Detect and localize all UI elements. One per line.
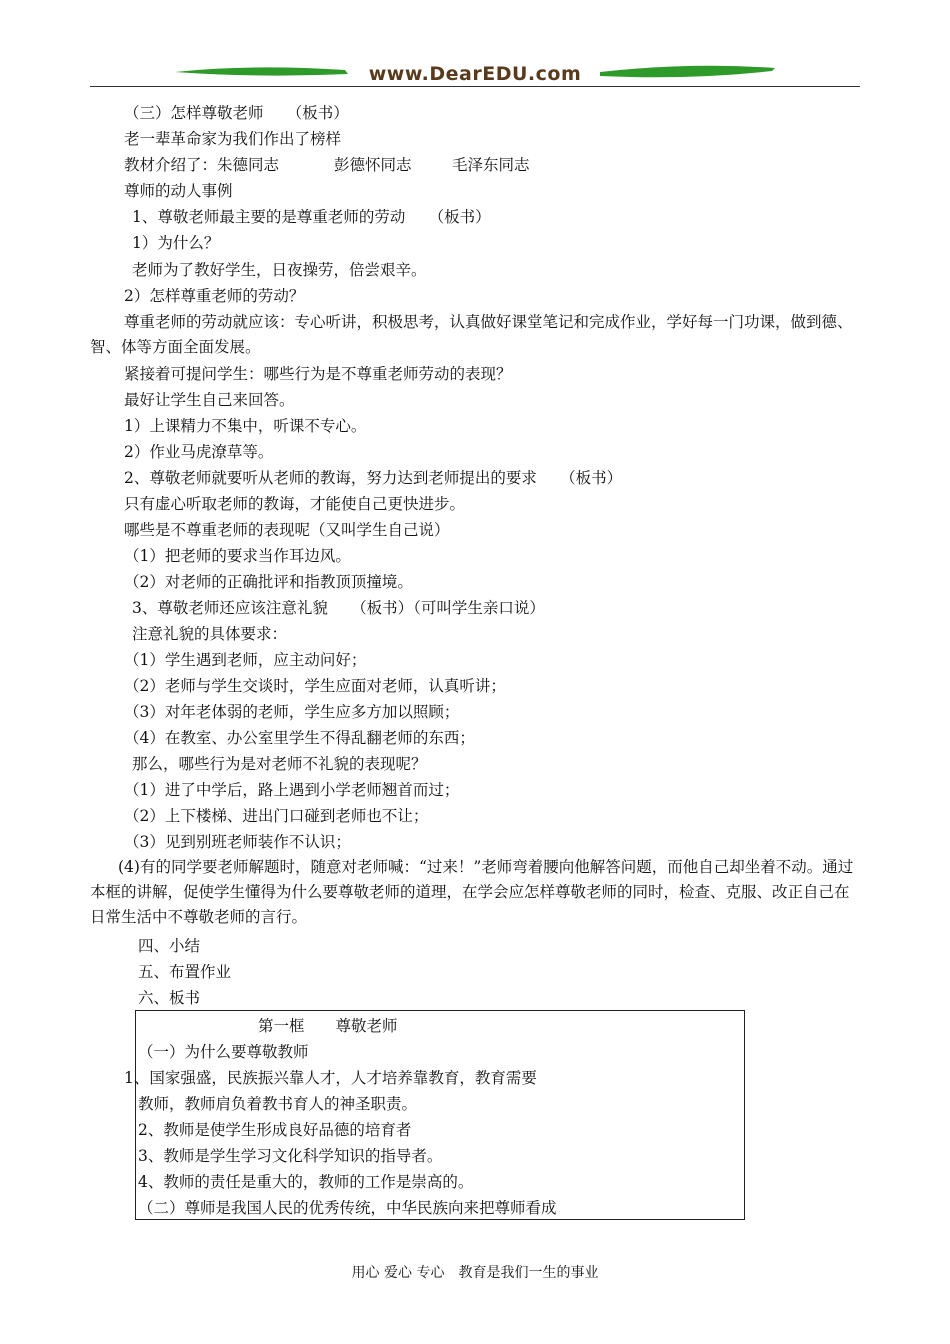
- text-line: （1）把老师的要求当作耳边风。: [124, 547, 351, 565]
- text-line: （3）见到别班老师装作不认识；: [124, 833, 351, 851]
- text-line: 最好让学生自己来回答。: [124, 391, 295, 409]
- board-line: 1、国家强盛，民族振兴靠人才，人才培养靠教育，教育需要: [124, 1069, 537, 1087]
- section-heading: 四、小结: [138, 937, 201, 955]
- text-line: 1、尊敬老师最主要的是尊重老师的劳动 （板书）: [132, 208, 491, 226]
- text-line: （4）在教室、办公室里学生不得乱翻老师的东西；: [124, 729, 475, 747]
- board-line: （一）为什么要尊敬教师: [138, 1043, 309, 1061]
- board-line: 教师，教师肩负着教书育人的神圣职责。: [138, 1095, 418, 1113]
- text-line: （1）学生遇到老师，应主动问好；: [124, 651, 367, 669]
- text-line: 老师为了教好学生，日夜操劳，倍尝艰辛。: [132, 261, 427, 279]
- text-line: 那么，哪些行为是对老师不礼貌的表现呢？: [132, 755, 427, 773]
- board-line: 2、教师是使学生形成良好品德的培育者: [138, 1121, 412, 1139]
- text-line: 注意礼貌的具体要求：: [132, 625, 288, 643]
- text-line: （3）对年老体弱的老师，学生应多方加以照顾；: [124, 703, 460, 721]
- page-footer: 用心 爱心 专心 教育是我们一生的事业: [351, 1265, 599, 1281]
- text-line: （2）老师与学生交谈时，学生应面对老师，认真听讲；: [124, 677, 506, 695]
- text-line: 1）上课精力不集中，听课不专心。: [124, 417, 367, 435]
- text-line: 尊师的动人事例: [124, 182, 233, 200]
- text-line: 教材介绍了：朱德同志: [124, 156, 280, 174]
- text-line: （2）上下楼梯、进出门口碰到老师也不让；: [124, 807, 429, 825]
- board-line: 3、教师是学生学习文化科学知识的指导者。: [138, 1147, 443, 1165]
- text-line: 2）作业马虎潦草等。: [124, 443, 274, 461]
- header-divider: [90, 86, 860, 87]
- text-line: 2、尊敬老师就要听从老师的教诲，努力达到老师提出的要求 （板书）: [124, 469, 623, 487]
- text-line: 哪些是不尊重老师的表现呢（又叫学生自己说）: [124, 521, 450, 539]
- text-line: 彭德怀同志: [334, 156, 412, 174]
- text-line: （2）对老师的正确批评和指教顶顶撞境。: [124, 573, 413, 591]
- text-line: 只有虚心听取老师的教诲，才能使自己更快进步。: [124, 495, 466, 513]
- text-line: 毛泽东同志: [452, 156, 530, 174]
- text-line: 紧接着可提问学生：哪些行为是不尊重老师劳动的表现？: [124, 365, 512, 383]
- section-heading: 五、布置作业: [138, 963, 232, 981]
- text-line: 2）怎样尊重老师的劳动？: [124, 287, 305, 305]
- section-heading: （三）怎样尊敬老师 （板书）: [124, 104, 349, 122]
- site-name: www.DearEDU.com: [368, 63, 582, 85]
- text-line: 老一辈革命家为我们作出了榜样: [124, 130, 342, 148]
- paragraph: 尊重老师的劳动就应该：专心听讲，积极思考，认真做好课堂笔记和完成作业，学好每一门功课，做到德、智、体等方面全面发展。: [90, 313, 853, 356]
- section-heading: 六、板书: [138, 989, 201, 1007]
- text-line: （1）进了中学后，路上遇到小学老师翘首而过；: [124, 781, 460, 799]
- board-title: 第一框 尊敬老师: [258, 1017, 398, 1035]
- text-line: 3、尊敬老师还应该注意礼貌 （板书）（可叫学生亲口说）: [132, 599, 545, 617]
- text-line: 1）为什么？: [132, 234, 220, 252]
- paragraph: (4)有的同学要老师解题时，随意对老师喊：“过来！”老师弯着腰向他解答问题，而他自己却坐着不动。通过本框的讲解，促使学生懂得为什么要尊敬老师的道理，在学会应怎样尊敬老师的同时，检查、克服、改正自己在日常生活中不尊敬老师的言行。: [90, 858, 854, 926]
- board-line: 4、教师的责任是重大的，教师的工作是崇高的。: [138, 1173, 474, 1191]
- board-line: （二）尊师是我国人民的优秀传统，中华民族向来把尊师看成: [138, 1199, 557, 1217]
